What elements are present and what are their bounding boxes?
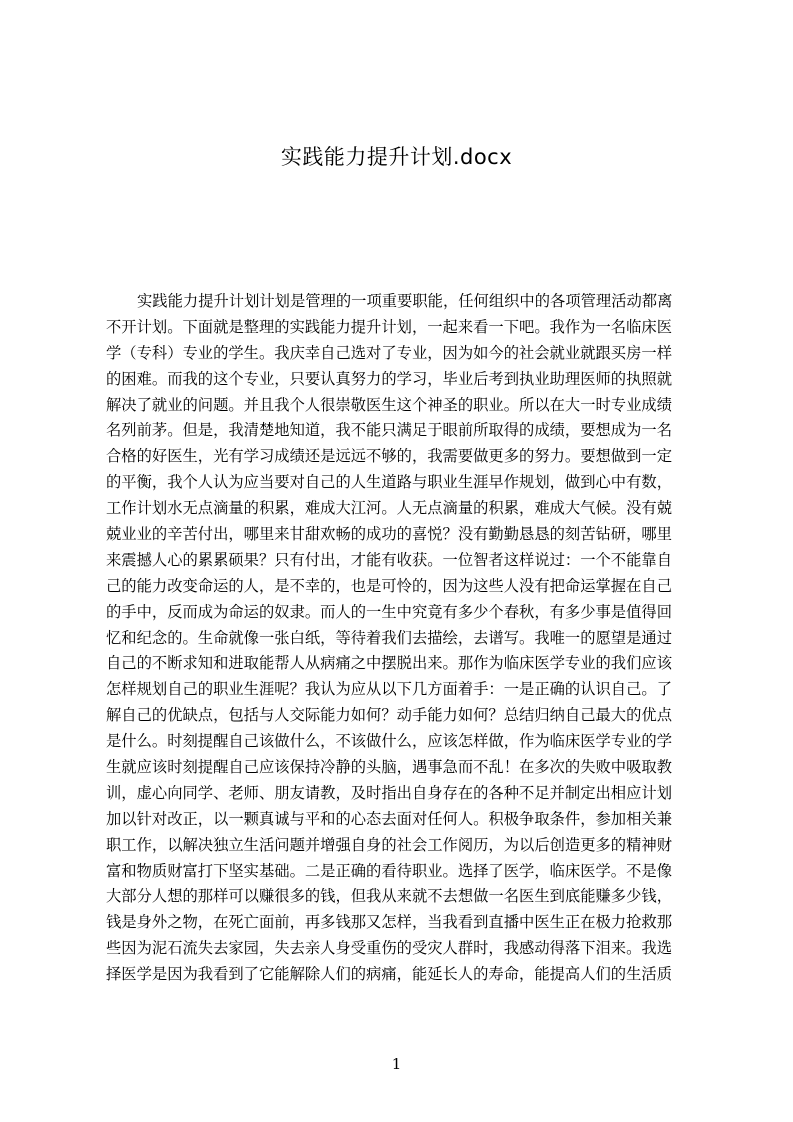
body-line: 些因为泥石流失去家园，失去亲人身受重伤的受灾人群时，我感动得落下泪来。我选	[106, 939, 672, 958]
body-line: 职工作，以解决独立生活问题并增强自身的社会工作阅历，为以后创造更多的精神财	[106, 835, 672, 854]
body-line: 工作计划水无点滴量的积累，难成大江河。人无点滴量的积累，难成大气候。没有兢	[106, 499, 672, 518]
document-title: 实践能力提升计划.docx	[280, 145, 513, 169]
page-number: 1	[391, 1055, 402, 1073]
body-line: 名列前茅。但是，我清楚地知道，我不能只满足于眼前所取得的成绩，要想成为一名	[106, 421, 672, 440]
document-body	[106, 289, 700, 988]
body-line: 是什么。时刻提醒自己该做什么，不该做什么，应该怎样做，作为临床医学专业的学	[106, 732, 672, 751]
body-line: 忆和纪念的。生命就像一张白纸，等待着我们去描绘，去谱写。我唯一的愿望是通过	[106, 628, 672, 647]
body-line: 合格的好医生，光有学习成绩还是远远不够的，我需要做更多的努力。要想做到一定	[106, 447, 672, 466]
body-line: 钱是身外之物，在死亡面前，再多钱那又怎样，当我看到直播中医生正在极力抢救那	[106, 913, 672, 932]
body-line: 兢业业的辛苦付出，哪里来甘甜欢畅的成功的喜悦？没有勤勤恳恳的刻苦钻研，哪里	[106, 525, 672, 544]
body-line: 己的能力改变命运的人，是不幸的，也是可怜的，因为这些人没有把命运掌握在自己	[106, 576, 672, 595]
body-line: 择医学是因为我看到了它能解除人们的病痛，能延长人的寿命，能提高人们的生活质	[106, 965, 672, 984]
body-line: 生就应该时刻提醒自己应该保持冷静的头脑，遇事急而不乱！在多次的失败中吸取教	[106, 758, 672, 777]
body-line: 实践能力提升计划计划是管理的一项重要职能，任何组织中的各项管理活动都离	[137, 292, 673, 310]
body-line: 来震撼人心的累累硕果？只有付出，才能有收获。一位智者这样说过：一个不能靠自	[106, 550, 672, 569]
body-line: 训，虚心向同学、老师、朋友请教，及时指出自身存在的各种不足并制定出相应计划	[106, 783, 672, 802]
body-line: 富和物质财富打下坚实基础。二是正确的看待职业。选择了医学，临床医学。不是像	[106, 861, 672, 880]
body-line: 的困难。而我的这个专业，只要认真努力的学习，毕业后考到执业助理医师的执照就	[106, 369, 672, 388]
body-line: 加以针对改正，以一颗真诚与平和的心态去面对任何人。积极争取条件，参加相关兼	[106, 809, 672, 828]
body-line: 的平衡，我个人认为应当要对自己的人生道路与职业生涯早作规划，做到心中有数，	[106, 473, 672, 492]
body-line: 不开计划。下面就是整理的实践能力提升计划，一起来看一下吧。我作为一名临床医	[106, 317, 672, 336]
body-line: 解自己的优缺点，包括与人交际能力如何？动手能力如何？总结归纳自己最大的优点	[106, 706, 672, 725]
body-line: 大部分人想的那样可以赚很多的钱，但我从来就不去想做一名医生到底能赚多少钱，	[106, 887, 672, 906]
body-line: 的手中，反而成为命运的奴隶。而人的一生中究竟有多少个春秋，有多少事是值得回	[106, 602, 672, 621]
body-line: 学（专科）专业的学生。我庆幸自己选对了专业，因为如今的社会就业就跟买房一样	[106, 343, 672, 362]
body-line: 自己的不断求知和进取能帮人从病痛之中摆脱出来。那作为临床医学专业的我们应该	[106, 654, 672, 673]
body-line: 怎样规划自己的职业生涯呢？我认为应从以下几方面着手：一是正确的认识自己。了	[106, 680, 672, 699]
body-line: 解决了就业的问题。并且我个人很崇敬医生这个神圣的职业。所以在大一时专业成绩	[106, 395, 672, 414]
